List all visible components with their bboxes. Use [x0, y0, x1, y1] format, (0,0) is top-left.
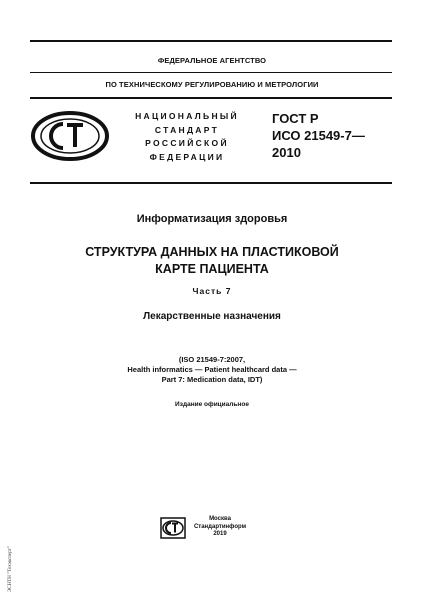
- edition-label: Издание официальное: [175, 401, 249, 408]
- topic-title: Информатизация здоровья: [136, 213, 288, 225]
- agency-divider: [30, 72, 392, 73]
- subtitle: Лекарственные назначения: [143, 311, 281, 322]
- agency-line-2: ПО ТЕХНИЧЕСКОМУ РЕГУЛИРОВАНИЮ И МЕТРОЛОГИИ: [105, 80, 319, 89]
- publisher-block: [190, 516, 250, 539]
- national-line-1: НАЦИОНАЛЬНЫЙ: [135, 111, 239, 121]
- header-rule: [30, 97, 392, 99]
- national-line-2: СТАНДАРТ: [154, 124, 220, 135]
- iso-line-2: Health informatics — Patient healthcard data —: [127, 365, 297, 374]
- publisher-year: 2019: [213, 531, 227, 537]
- national-line-4: ФЕДЕРАЦИИ: [149, 151, 225, 162]
- agency-line-1: ФЕДЕРАЛЬНОЕ АГЕНТСТВО: [157, 56, 267, 65]
- standartinform-logo-icon: [160, 517, 186, 539]
- gost-line-3: 2010: [272, 145, 301, 160]
- publisher-name: Стандартинформ: [193, 523, 247, 530]
- side-watermark-text: ЭСНТН "Техэксперт": [8, 546, 13, 592]
- gost-line-2: ИСО 21549-7—: [272, 128, 365, 143]
- block-rule: [30, 182, 392, 184]
- main-title-line-1: СТРУКТУРА ДАННЫХ НА ПЛАСТИКОВОЙ: [85, 245, 339, 259]
- national-standard-block: [128, 110, 246, 164]
- iso-line-1: (ISO 21549-7:2007,: [178, 355, 246, 364]
- part-label: Часть 7: [192, 286, 232, 296]
- iso-line-3: Part 7: Medication data, IDT): [161, 375, 263, 384]
- gost-designation: [272, 110, 392, 161]
- iso-reference: [0, 355, 424, 385]
- rst-certification-logo-icon: [30, 110, 110, 162]
- publisher-city: Москва: [209, 516, 231, 522]
- gost-line-1: ГОСТ Р: [272, 111, 319, 126]
- main-title-line-2: КАРТЕ ПАЦИЕНТА: [155, 262, 269, 276]
- top-rule: [30, 40, 392, 42]
- national-line-3: РОССИЙСКОЙ: [145, 138, 229, 148]
